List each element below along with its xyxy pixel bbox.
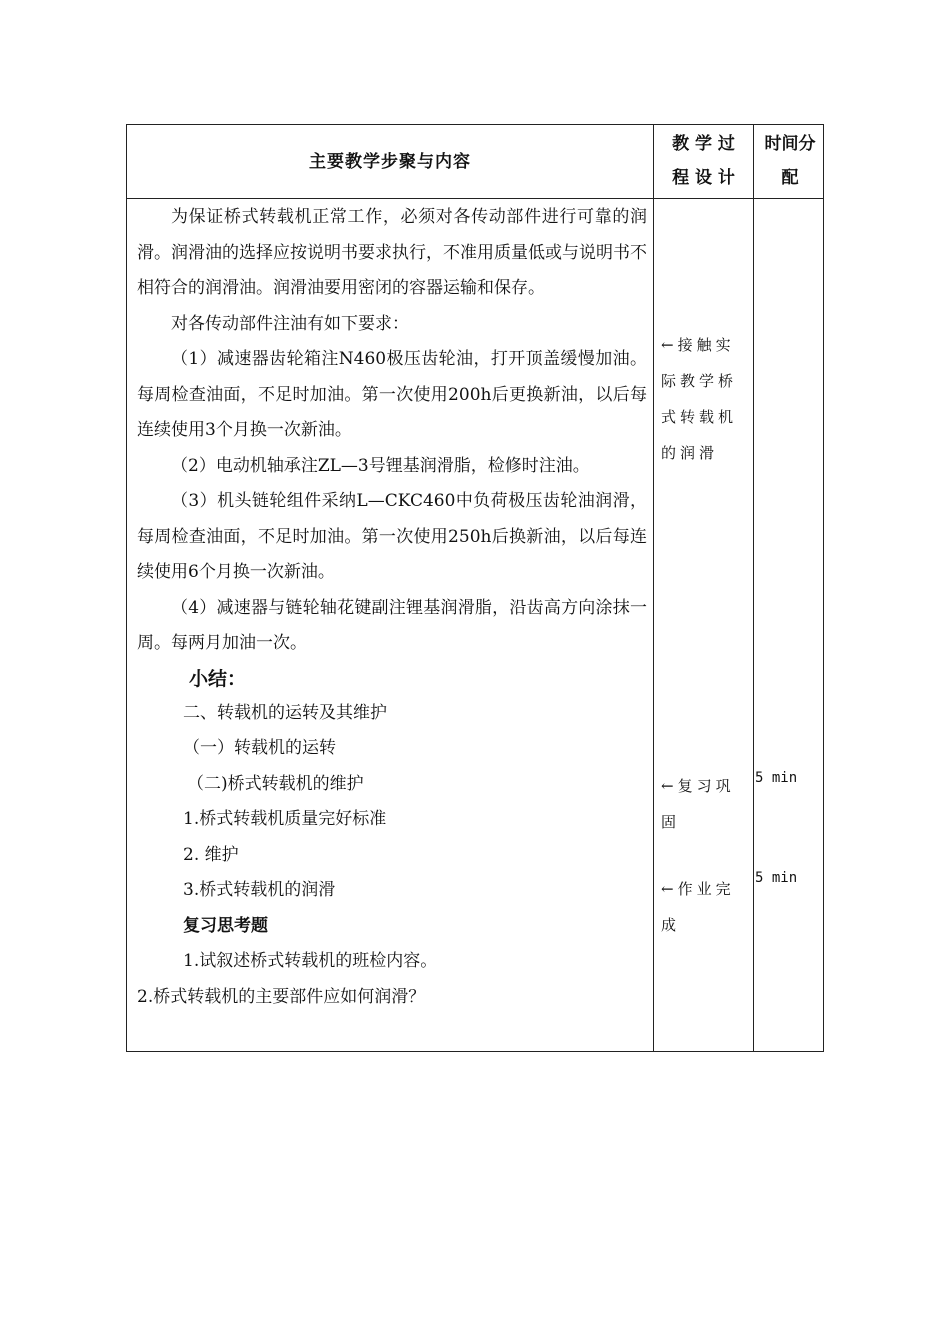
process-note-line: 际教学桥 bbox=[661, 372, 738, 390]
summary-title: 小结： bbox=[189, 667, 247, 690]
header-process-line1: 教 学 过 bbox=[672, 134, 735, 154]
process-note-line: ←作业完 bbox=[661, 880, 735, 898]
header-time bbox=[755, 125, 825, 195]
summary-item: （二)桥式转载机的维护 bbox=[187, 773, 364, 794]
process-note-line: ←复习巩 bbox=[661, 777, 735, 795]
summary-item: 1.桥式转载机质量完好标准 bbox=[183, 809, 387, 829]
summary-item: 二、转载机的运转及其维护 bbox=[183, 702, 387, 723]
summary-item: 3.桥式转载机的润滑 bbox=[183, 880, 336, 900]
content-body bbox=[137, 200, 647, 1015]
paragraph: （3）机头链轮组件采纳L—CKC460中负荷极压齿轮油润滑，每周检查油面，不足时加油。第一次使用250h后换新油，以后每连续使用6个月换一次新油。 bbox=[137, 491, 647, 582]
header-process-design bbox=[654, 125, 753, 195]
column-divider bbox=[653, 125, 654, 1051]
review-question: 2.桥式转载机的主要部件应如何润滑？ bbox=[137, 986, 426, 1007]
process-note-line: 式转载机 bbox=[661, 408, 738, 426]
process-note-line: 固 bbox=[661, 813, 681, 831]
process-note-line: 成 bbox=[661, 916, 681, 934]
review-title: 复习思考题 bbox=[183, 915, 268, 936]
header-main: 主要教学步聚与内容 bbox=[309, 152, 471, 172]
paragraph: 对各传动部件注油有如下要求： bbox=[171, 313, 409, 334]
column-divider bbox=[753, 125, 754, 1051]
process-note-line: 的润滑 bbox=[661, 444, 719, 462]
time-allocation: 5 min bbox=[755, 870, 798, 886]
header-process-line2: 程 设 计 bbox=[672, 168, 735, 188]
paragraph: （4）减速器与链轮轴花键副注锂基润滑脂，沿齿高方向涂抹一周。每两月加油一次。 bbox=[137, 597, 647, 653]
lesson-table bbox=[126, 124, 824, 1052]
summary-item: （一）转载机的运转 bbox=[183, 738, 336, 758]
process-note-line: ←接触实 bbox=[661, 336, 735, 354]
paragraph: 为保证桥式转载机正常工作，必须对各传动部件进行可靠的润滑。润滑油的选择应按说明书要求执行，不准用质量低或与说明书不相符合的润滑油。润滑油要用密闭的容器运输和保存。 bbox=[137, 207, 647, 298]
header-time-line2: 配 bbox=[781, 168, 799, 188]
header-time-line1: 时间分 bbox=[764, 134, 816, 154]
process-note-practice bbox=[661, 327, 749, 471]
process-note-homework bbox=[661, 871, 749, 943]
paragraph: （2）电动机轴承注ZL—3号锂基润滑脂，检修时注油。 bbox=[171, 455, 590, 476]
time-allocation: 5 min bbox=[755, 770, 798, 786]
paragraph: （1）减速器齿轮箱注N460极压齿轮油，打开顶盖缓慢加油。每周检查油面，不足时加油。第一次使用200h后更换新油，以后每连续使用3个月换一次新油。 bbox=[137, 349, 647, 440]
process-note-review bbox=[661, 768, 749, 840]
review-question: 1.试叙述桥式转载机的班检内容。 bbox=[183, 951, 438, 971]
header-divider bbox=[127, 198, 823, 199]
summary-item: 2. 维护 bbox=[183, 844, 239, 865]
